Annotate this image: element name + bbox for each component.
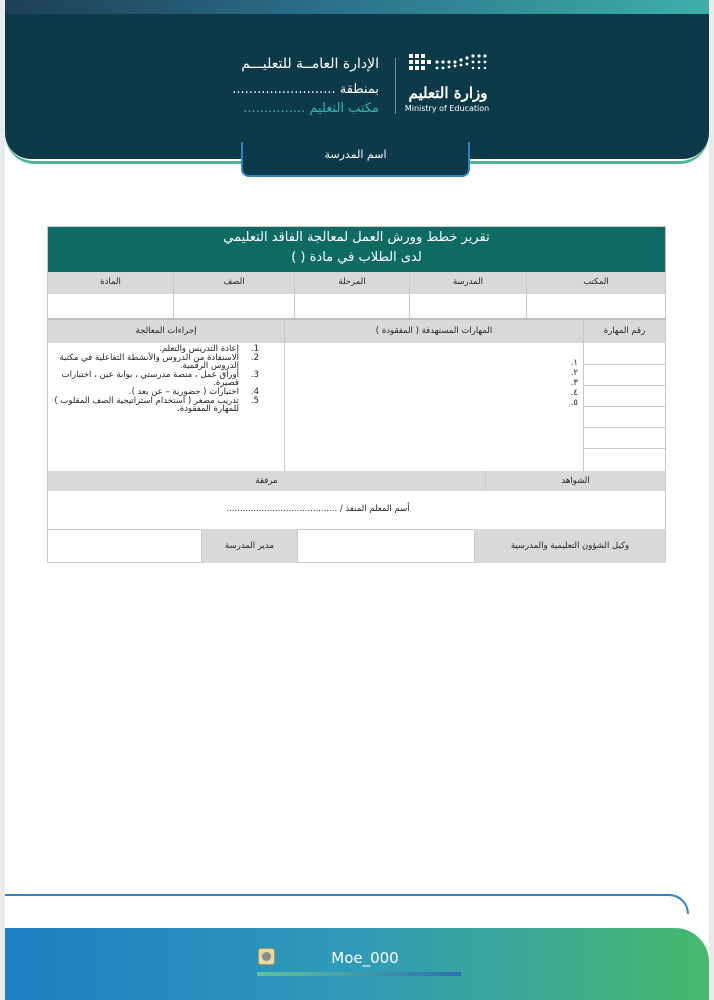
skill-row-line — [584, 448, 666, 449]
executing-teacher-field[interactable]: أسم المعلم المنفذ / ......................................... — [226, 504, 410, 514]
footer-underline — [257, 972, 461, 976]
procedure-number: 3. — [250, 369, 259, 380]
top-gradient-strip — [5, 0, 709, 14]
grade-cell[interactable] — [173, 294, 294, 318]
skill-number: ٤. — [570, 388, 578, 398]
skills-header-row — [48, 320, 665, 343]
logo-english-text: Ministry of Education — [404, 104, 490, 113]
procedures-list — [51, 345, 261, 414]
procedure-item — [51, 354, 261, 371]
skill-row-line — [584, 427, 666, 428]
skill-row-line — [584, 406, 666, 407]
footer-code: Moe_000 — [331, 949, 399, 967]
procedure-number: 2. — [250, 352, 259, 363]
document-page — [5, 0, 709, 1000]
globe-icon — [258, 948, 275, 965]
procedure-text: إعادة التدريس والتعلم. — [159, 344, 239, 354]
logo-arabic-text: وزارة التعليم — [408, 84, 488, 102]
skill-number: ٥. — [570, 398, 578, 408]
procedure-item — [51, 397, 261, 414]
office-header: المكتب — [526, 272, 665, 294]
skill-number: ١. — [570, 358, 578, 368]
evidence-label: الشواهد — [485, 471, 665, 491]
procedure-text: أوراق عمل ، منصة مدرستي ، بوابة عين ، اختبارات قصيرة. — [61, 369, 239, 389]
stage-header: المرحلة — [294, 272, 409, 294]
report-title-bar — [48, 227, 665, 272]
skill-number-column — [583, 343, 665, 471]
skill-row-line — [584, 364, 666, 365]
procedures-header: إجراءات المعالجة — [135, 326, 197, 336]
principal-label: مدير المدرسة — [201, 529, 297, 563]
evidence-header-row — [48, 471, 665, 491]
skill-row-line — [584, 385, 666, 386]
school-name-tab — [241, 142, 470, 177]
subject-header: المادة — [100, 277, 121, 287]
deputy-signature-cell[interactable] — [297, 529, 474, 563]
procedure-number: 5. — [250, 395, 259, 406]
office-cell[interactable] — [526, 294, 665, 318]
signature-row — [48, 529, 665, 563]
school-name-label: اسم المدرسة — [324, 148, 387, 161]
skill-number: ٢. — [570, 368, 578, 378]
skill-number-header: رقم المهارة — [583, 320, 665, 343]
attachment-label: مرفقة — [255, 476, 278, 486]
principal-signature-cell[interactable] — [48, 529, 201, 563]
procedure-text: اختبارات ( حضورية – عن بعد ). — [128, 386, 239, 397]
grade-header: الصف — [173, 272, 294, 294]
procedure-text: تدريب مصغر ( استخدام استراتيجية الصف المقلوب ) للمهارة المفقودة. — [54, 395, 239, 415]
report-title-line1: تقرير خطط وورش العمل لمعالجة الفاقد التعليمي — [223, 230, 490, 245]
report-title-line2: لدى الطلاب في مادة ( ) — [291, 250, 422, 265]
deputy-label: وكيل الشؤون التعليمية والمدرسية — [474, 529, 665, 563]
procedure-number: 4. — [250, 386, 259, 397]
procedure-item — [51, 371, 261, 388]
stage-cell[interactable] — [294, 294, 409, 318]
procedure-text: الاستفادة من الدروس والأنشطة التفاعلية في مكتبة الدروس الرقمية. — [59, 352, 239, 372]
info-header-row — [48, 272, 665, 294]
info-input-row — [48, 294, 665, 318]
logo-divider — [395, 58, 396, 114]
footer-accent-line — [5, 894, 689, 914]
target-skills-header: المهارات المستهدفة ( المفقودة ) — [284, 320, 583, 343]
education-office-text: مكتب التعليم ............... — [243, 101, 379, 116]
skills-body-row — [48, 343, 665, 471]
region-text: بمنطقة ......................... — [232, 82, 379, 97]
report-table — [47, 226, 666, 563]
teacher-row — [48, 491, 665, 529]
procedures-column — [48, 343, 284, 471]
skill-number: ٣. — [570, 378, 578, 388]
general-administration-text: الإدارة العامــة للتعليـــم — [241, 56, 379, 72]
school-cell[interactable] — [409, 294, 526, 318]
skill-number-list — [548, 358, 578, 408]
procedure-number: 1. — [250, 344, 259, 354]
school-header: المدرسة — [409, 272, 526, 294]
target-skills-column[interactable] — [284, 343, 583, 471]
subject-cell[interactable] — [48, 294, 173, 318]
